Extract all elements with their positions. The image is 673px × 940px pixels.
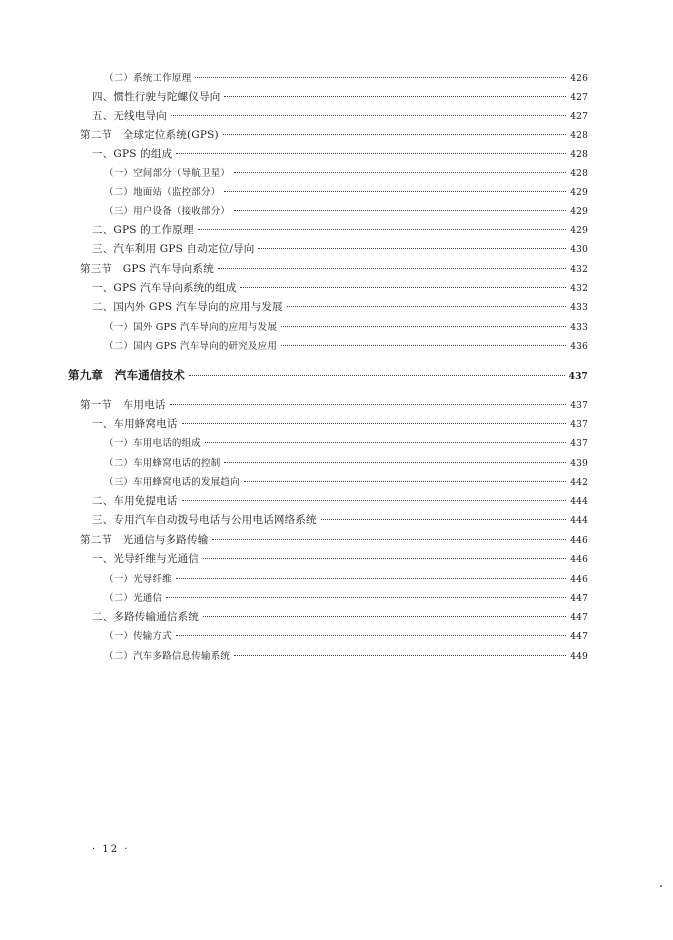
toc-entry-title: （一）光导纤维 bbox=[104, 574, 172, 585]
toc-entry-page: 432 bbox=[570, 284, 588, 294]
leader-dots bbox=[224, 181, 566, 192]
leader-dots bbox=[321, 509, 566, 520]
toc-entry bbox=[92, 280, 588, 295]
leader-dots bbox=[218, 258, 566, 269]
toc-entry bbox=[104, 70, 588, 84]
leader-dots bbox=[189, 365, 565, 376]
leader-dots bbox=[244, 471, 566, 482]
toc-entry bbox=[104, 474, 588, 488]
toc-entry bbox=[92, 609, 588, 624]
toc-entry bbox=[92, 108, 588, 123]
toc-entry-page: 437 bbox=[570, 439, 588, 449]
leader-dots bbox=[224, 452, 566, 463]
toc-entry-page: 449 bbox=[570, 652, 588, 662]
toc-entry-page: 436 bbox=[570, 342, 588, 352]
toc-entry bbox=[104, 628, 588, 642]
page-number: · 12 · bbox=[92, 844, 130, 855]
toc-entry-title: 三、专用汽车自动拨号电话与公用电话网络系统 bbox=[92, 514, 317, 526]
leader-dots bbox=[182, 413, 566, 424]
toc-entry-title: （一）国外 GPS 汽车导向的应用与发展 bbox=[104, 322, 278, 333]
leader-dots bbox=[287, 296, 566, 307]
leader-dots bbox=[240, 277, 566, 288]
toc-entry bbox=[92, 512, 588, 527]
toc-entry bbox=[80, 261, 588, 276]
toc-entry bbox=[92, 493, 588, 508]
toc-entry-title: （二）光通信 bbox=[104, 593, 163, 604]
toc-entry bbox=[92, 146, 588, 161]
toc-entry bbox=[104, 455, 588, 469]
leader-dots bbox=[176, 143, 566, 154]
toc-entry-page: 429 bbox=[570, 188, 588, 198]
toc-entry bbox=[92, 241, 588, 256]
toc-entry-title: 一、GPS 的组成 bbox=[92, 148, 173, 160]
leader-dots bbox=[195, 67, 566, 78]
toc-entry-page: 428 bbox=[570, 131, 588, 141]
toc-entry-title: 第二节 光通信与多路传输 bbox=[80, 534, 209, 546]
toc-entry bbox=[92, 416, 588, 431]
leader-dots bbox=[234, 162, 566, 173]
toc-entry-title: 五、无线电导向 bbox=[92, 110, 167, 122]
toc-entry-page: 447 bbox=[570, 632, 588, 642]
toc-entry bbox=[92, 89, 588, 104]
leader-dots bbox=[223, 124, 566, 135]
toc-entry-title: （二）系统工作原理 bbox=[104, 73, 192, 84]
toc-entry bbox=[80, 397, 588, 412]
leader-dots bbox=[182, 490, 566, 501]
leader-dots bbox=[234, 200, 566, 211]
toc-entry bbox=[104, 590, 588, 604]
toc-entry-title: （一）空间部分（导航卫星） bbox=[104, 168, 231, 179]
toc-entry-page: 429 bbox=[570, 226, 588, 236]
toc-entry-title: 一、GPS 汽车导向系统的组成 bbox=[92, 282, 237, 294]
leader-dots bbox=[205, 432, 566, 443]
toc-entry-page: 433 bbox=[570, 323, 588, 333]
leader-dots bbox=[258, 238, 566, 249]
toc-entry-page: 446 bbox=[570, 536, 588, 546]
toc-entry bbox=[104, 648, 588, 662]
toc-entry-page: 444 bbox=[570, 516, 588, 526]
toc-entry-page: 437 bbox=[568, 372, 588, 382]
toc-entry-page: 427 bbox=[570, 112, 588, 122]
toc-entry-title: （一）车用电话的组成 bbox=[104, 438, 202, 449]
toc-entry-page: 437 bbox=[570, 420, 588, 430]
toc-entry-title: 二、GPS 的工作原理 bbox=[92, 224, 194, 236]
toc-entry-title: 二、车用免提电话 bbox=[92, 495, 178, 507]
toc-entry bbox=[104, 338, 588, 352]
toc-entry-title: 一、光导纤维与光通信 bbox=[92, 553, 199, 565]
toc-entry-page: 447 bbox=[570, 613, 588, 623]
toc-entry-title: （二）汽车多路信息传输系统 bbox=[104, 651, 231, 662]
toc-chapter-entry bbox=[68, 367, 588, 383]
toc-entry-title: 第二节 全球定位系统(GPS) bbox=[80, 129, 219, 141]
toc-entry-title: （三）车用蜂窝电话的发展趋向 bbox=[104, 477, 240, 488]
toc-entry bbox=[92, 551, 588, 566]
toc-entry-title: 二、国内外 GPS 汽车导向的应用与发展 bbox=[92, 301, 283, 313]
leader-dots bbox=[198, 219, 566, 230]
toc-entry-page: 447 bbox=[570, 594, 588, 604]
toc-entry-page: 429 bbox=[570, 207, 588, 217]
toc-entry-title: 二、多路传输通信系统 bbox=[92, 611, 199, 623]
toc-entry bbox=[92, 222, 588, 237]
toc-entry-page: 428 bbox=[570, 150, 588, 160]
leader-dots bbox=[166, 587, 566, 598]
toc-entry-page: 446 bbox=[570, 575, 588, 585]
toc-entry-page: 433 bbox=[570, 303, 588, 313]
toc-entry-page: 439 bbox=[570, 459, 588, 469]
leader-dots bbox=[170, 394, 566, 405]
leader-dots bbox=[203, 548, 566, 559]
leader-dots bbox=[212, 529, 566, 540]
leader-dots bbox=[176, 568, 566, 579]
toc-entry bbox=[104, 435, 588, 449]
toc-entry-page: 432 bbox=[570, 265, 588, 275]
toc-entry-page: 427 bbox=[570, 93, 588, 103]
toc-entry-title: 第三节 GPS 汽车导向系统 bbox=[80, 263, 214, 275]
toc-entry-title: 四、惯性行驶与陀螺仪导向 bbox=[92, 91, 221, 103]
toc-entry-title: （一）传输方式 bbox=[104, 631, 172, 642]
toc-entry-title: 三、汽车利用 GPS 自动定位/导向 bbox=[92, 243, 255, 255]
toc-entry bbox=[104, 203, 588, 217]
toc-entry bbox=[80, 532, 588, 547]
toc-entry-page: 444 bbox=[570, 497, 588, 507]
toc-entry-title: （二）车用蜂窝电话的控制 bbox=[104, 458, 221, 469]
toc-entry-title: 第九章 汽车通信技术 bbox=[68, 368, 185, 382]
toc-entry-page: 437 bbox=[570, 401, 588, 411]
leader-dots bbox=[171, 105, 566, 116]
toc-entry-page: 426 bbox=[570, 74, 588, 84]
toc-entry-page: 428 bbox=[570, 169, 588, 179]
leader-dots bbox=[176, 625, 566, 636]
leader-dots bbox=[281, 335, 566, 346]
toc-entry-title: （三）用户设备（接收部分） bbox=[104, 206, 231, 217]
toc-entry-title: （二）地面站（监控部分） bbox=[104, 187, 221, 198]
toc-entry-title: 第一节 车用电话 bbox=[80, 399, 166, 411]
toc-entry bbox=[104, 319, 588, 333]
leader-dots bbox=[234, 645, 566, 656]
toc-entry-page: 442 bbox=[570, 478, 588, 488]
leader-dots bbox=[203, 606, 566, 617]
leader-dots bbox=[224, 86, 566, 97]
toc-entry-page: 430 bbox=[570, 245, 588, 255]
toc-entry bbox=[92, 299, 588, 314]
toc-entry-title: 一、车用蜂窝电话 bbox=[92, 418, 178, 430]
scan-speck bbox=[660, 885, 662, 887]
toc-entry bbox=[80, 127, 588, 142]
toc-entry-title: （二）国内 GPS 汽车导向的研究及应用 bbox=[104, 341, 278, 352]
toc-entry bbox=[104, 165, 588, 179]
leader-dots bbox=[281, 316, 566, 327]
toc-entry bbox=[104, 571, 588, 585]
toc-entry bbox=[104, 184, 588, 198]
toc-entry-page: 446 bbox=[570, 555, 588, 565]
